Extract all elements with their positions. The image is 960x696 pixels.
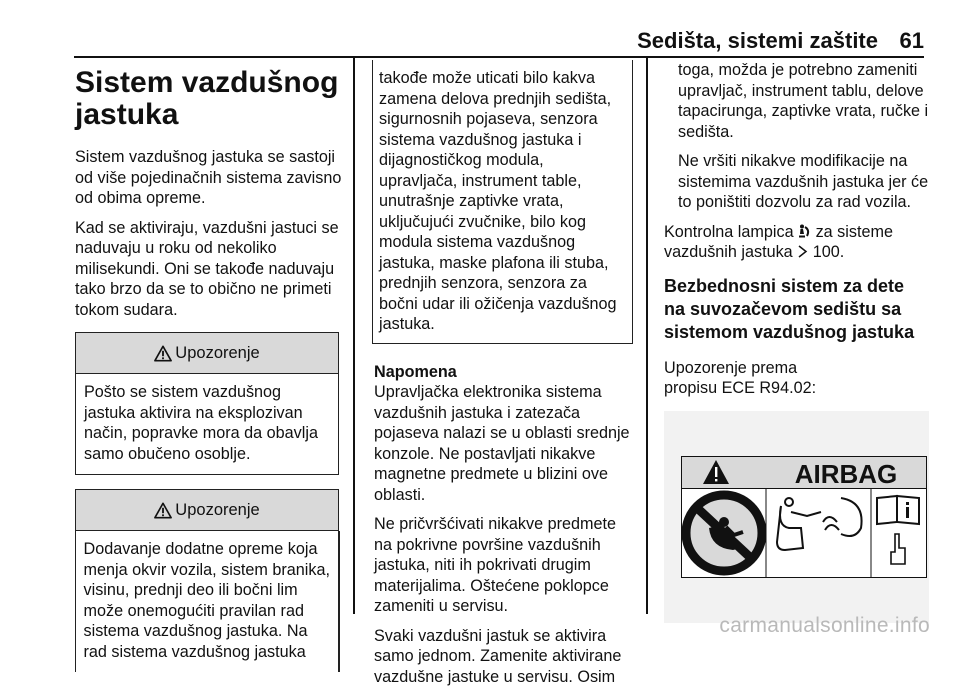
warning-text: Dodavanje dodatne opreme koja menja okvir vozila, sistem branika, visinu, prednji deo ili bočni lim može onemogućiti pravilan rad sistema vazdušnog jastuka. Na rad sistema vazdušnog jastuka bbox=[75, 531, 340, 672]
airbag-lamp-icon bbox=[798, 224, 811, 239]
airbag-label-text: AIRBAG bbox=[794, 458, 898, 489]
note-paragraph-replace-parts: toga, možda je potrebno zameniti upravljač, instrument tablu, delove tapacirunga, zaptivke vrata, ručke i sedišta. bbox=[678, 61, 929, 141]
note-paragraph-covers: Ne pričvršćivati nikakve predmete na pokrivne površine vazdušnih jastuka, niti ih pokrivati drugim materijalima. Oštećene poklopce zameniti u servisu. bbox=[374, 515, 616, 615]
column-2 bbox=[374, 60, 636, 696]
warning-title: Upozorenje bbox=[175, 500, 260, 519]
control-lamp-suffix: za sisteme vazdušnih jastuka bbox=[664, 222, 893, 261]
column-1 bbox=[75, 60, 343, 672]
warning-triangle-icon bbox=[154, 345, 172, 362]
control-lamp-prefix: Kontrolna lampica bbox=[664, 222, 794, 241]
column-divider-1 bbox=[353, 58, 355, 614]
paragraph-ece: Upozorenje prema propisu ECE R94.02: bbox=[664, 358, 817, 397]
paragraph-activation: Kad se aktiviraju, vazdušni jastuci se naduvaju u roku od nekoliko milisekundi. Oni se takođe naduvaju tako brzo da se to obično ne primeti tokom sudara. bbox=[75, 218, 339, 319]
header-rule bbox=[74, 56, 924, 58]
column-divider-2 bbox=[646, 58, 648, 614]
note-paragraph-replacement: Svaki vazdušni jastuk se aktivira samo jednom. Zamenite aktivirane vazdušne jastuke u servisu. Osim bbox=[374, 626, 622, 686]
page-number: 61 bbox=[899, 28, 924, 53]
control-lamp-page-ref: 100. bbox=[812, 243, 845, 261]
note-paragraph-modifications: Ne vršiti nikakve modifikacije na sistemima vazdušnih jastuka jer će to poništiti dozvolu za rad vozila. bbox=[678, 152, 929, 211]
subsection-title: Bezbednosni sistem za dete na suvozačevom sedištu sa sistemom vazdušnog jastuka bbox=[664, 275, 915, 342]
warning-box-continued: takođe može uticati bilo kakva zamena delova prednjih sedišta, sigurnosnih pojaseva, senzora sistema vazdušnog jastuka i dijagnostičkog modula, upravljača, instrument table, unutrašnje zaptivke vrata, uključujući zvučnike, bilo kog modula sistema vazdušnog jastuka, maske plafona ili stuba, prednjih senzora, senzora za bočni udar ili ožičenja vazdušnog jastuka. bbox=[372, 60, 633, 344]
page-reference-icon bbox=[797, 245, 808, 258]
paragraph-control-lamp bbox=[664, 222, 929, 263]
watermark: carmanualsonline.info bbox=[719, 614, 930, 637]
note-continued bbox=[664, 60, 929, 213]
warning-triangle-icon bbox=[154, 502, 172, 519]
warning-header bbox=[76, 490, 338, 531]
warning-box-accessories bbox=[75, 489, 339, 672]
section-title: Sistem vazdušnog jastuka bbox=[75, 66, 339, 131]
note-paragraph-electronics: Upravljačka elektronika sistema vazdušnih jastuka i zatezača pojaseva nalazi se u oblasti srednje konzole. Ne postavljati nikakve magnetne predmete u blizini ove oblasti. bbox=[374, 383, 630, 504]
column-3 bbox=[664, 60, 929, 623]
no-rear-facing-child-seat-icon bbox=[686, 495, 762, 571]
page-header-title: Sedišta, sistemi zaštite bbox=[637, 28, 878, 53]
airbag-label-figure bbox=[664, 411, 929, 624]
warning-title: Upozorenje bbox=[175, 343, 260, 362]
airbag-warning-label bbox=[672, 456, 936, 578]
warning-text: Pošto se sistem vazdušnog jastuka aktivira na eksplozivan način, popravke mora da obavlja samo obučeno osoblje. bbox=[84, 383, 318, 463]
warning-header bbox=[76, 333, 338, 374]
note-title: Napomena bbox=[374, 362, 457, 381]
warning-box-repairs bbox=[75, 332, 339, 475]
paragraph-intro: Sistem vazdušnog jastuka se sastoji od više pojedinačnih sistema zavisno od obima opreme. bbox=[75, 148, 342, 207]
